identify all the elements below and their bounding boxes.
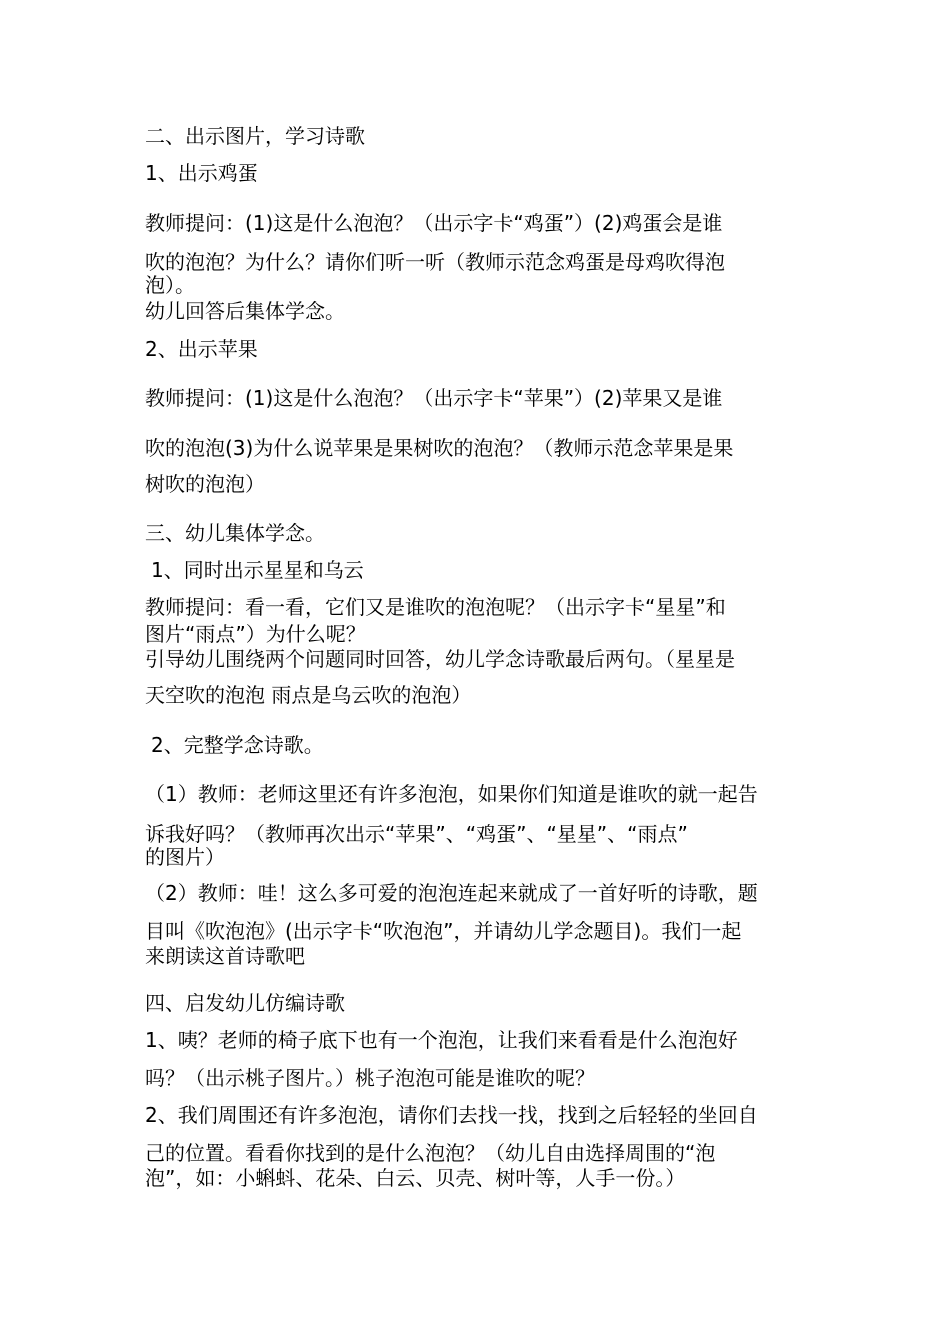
paragraph-line: （2）教师：哇！这么多可爱的泡泡连起来就成了一首好听的诗歌，题 xyxy=(145,881,758,905)
heading-section-3: 三、幼儿集体学念。 xyxy=(145,521,325,545)
paragraph-line: 幼儿回答后集体学念。 xyxy=(145,299,345,323)
paragraph-line: 的图片） xyxy=(145,845,225,869)
paragraph-line: 吗？（出示桃子图片。）桃子泡泡可能是谁吹的呢？ xyxy=(145,1066,595,1090)
heading-section-2: 二、出示图片，学习诗歌 xyxy=(145,124,365,148)
paragraph-line: 诉我好吗？（教师再次出示“苹果”、“鸡蛋”、“星星”、“雨点” xyxy=(145,822,688,846)
paragraph-line: 泡”，如：小蝌蚪、花朵、白云、贝壳、树叶等，人手一份。） xyxy=(145,1166,686,1190)
paragraph-line: 目叫《吹泡泡》(出示字卡“吹泡泡”，并请幼儿学念题目)。我们一起 xyxy=(145,919,742,943)
paragraph-line: 1、咦？老师的椅子底下也有一个泡泡，让我们来看看是什么泡泡好 xyxy=(145,1028,738,1052)
paragraph-line: 己的位置。看看你找到的是什么泡泡？（幼儿自由选择周围的“泡 xyxy=(145,1141,716,1165)
paragraph-line: 2、我们周围还有许多泡泡，请你们去找一找，找到之后轻轻的坐回自 xyxy=(145,1103,758,1127)
paragraph-line: 教师提问：(1)这是什么泡泡？（出示字卡“苹果”）(2)苹果又是谁 xyxy=(145,386,723,410)
heading-section-4: 四、启发幼儿仿编诗歌 xyxy=(145,991,345,1015)
paragraph-line: 吹的泡泡(3)为什么说苹果是果树吹的泡泡？（教师示范念苹果是果 xyxy=(145,436,734,460)
paragraph-line: 图片“雨点”）为什么呢？ xyxy=(145,622,366,646)
step-show-star-cloud: 1、同时出示星星和乌云 xyxy=(151,558,364,582)
paragraph-line: 天空吹的泡泡 雨点是乌云吹的泡泡） xyxy=(145,683,472,707)
paragraph-line: 来朗读这首诗歌吧 xyxy=(145,944,305,968)
paragraph-line: 教师提问：看一看，它们又是谁吹的泡泡呢？（出示字卡“星星”和 xyxy=(145,595,726,619)
step-show-egg: 1、出示鸡蛋 xyxy=(145,161,258,185)
step-show-apple: 2、出示苹果 xyxy=(145,337,258,361)
paragraph-line: 树吹的泡泡） xyxy=(145,472,265,496)
paragraph-line: 引导幼儿围绕两个问题同时回答，幼儿学念诗歌最后两句。（星星是 xyxy=(145,647,735,671)
paragraph-line: （1）教师：老师这里还有许多泡泡，如果你们知道是谁吹的就一起告 xyxy=(145,782,758,806)
step-full-poem: 2、完整学念诗歌。 xyxy=(151,733,324,757)
paragraph-line: 吹的泡泡？为什么？请你们听一听（教师示范念鸡蛋是母鸡吹得泡 xyxy=(145,250,725,274)
paragraph-line: 教师提问：(1)这是什么泡泡？（出示字卡“鸡蛋”）(2)鸡蛋会是谁 xyxy=(145,211,723,235)
paragraph-line: 泡）。 xyxy=(145,273,195,297)
